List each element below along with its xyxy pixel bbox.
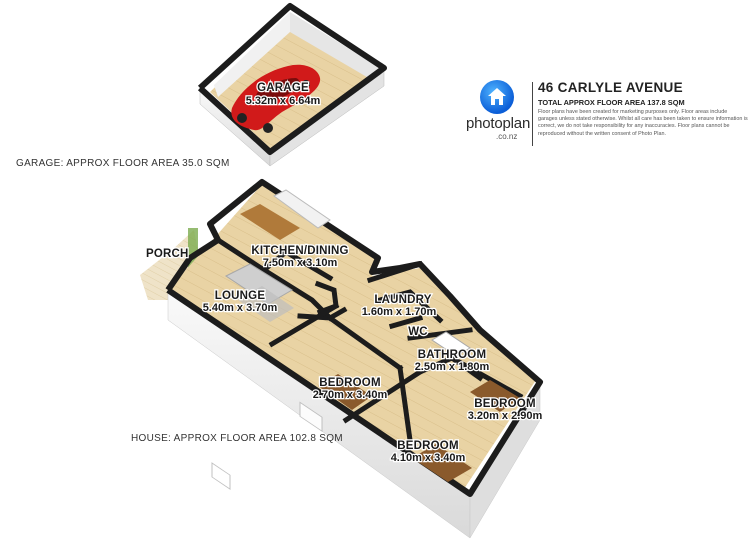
bathroom-dims: 2.50m x 1.80m [414, 361, 490, 373]
garage-block [200, 6, 384, 166]
house-icon [480, 80, 514, 114]
wc-name: WC [408, 326, 428, 338]
garage-area-note: GARAGE: APPROX FLOOR AREA 35.0 SQM [16, 158, 230, 169]
brand-divider [532, 82, 533, 146]
kitchen-dims: 7.50m x 3.10m [262, 257, 338, 269]
lounge-name: LOUNGE [214, 290, 266, 302]
lounge-dims: 5.40m x 3.70m [202, 302, 278, 314]
bedroom-3-dims: 4.10m x 3.40m [390, 452, 466, 464]
branding-block [466, 80, 746, 150]
garage-dims: 5.32m x 6.64m [245, 95, 321, 107]
laundry-dims: 1.60m x 1.70m [361, 306, 437, 318]
bedroom-1-dims: 2.70m x 3.40m [312, 389, 388, 401]
bathroom-name: BATHROOM [417, 349, 487, 361]
bedroom-2-dims: 3.20m x 2.90m [467, 410, 543, 422]
logo-domain: .co.nz [496, 132, 518, 141]
kitchen-name: KITCHEN/DINING [251, 245, 349, 257]
photoplan-logo [466, 80, 530, 150]
garage-name: GARAGE [257, 82, 309, 94]
logo-wordmark: photoplan [466, 115, 531, 132]
bedroom-1-name: BEDROOM [319, 377, 381, 389]
laundry-name: LAUNDRY [374, 294, 432, 306]
total-floor-area: TOTAL APPROX FLOOR AREA 137.8 SQM [538, 98, 685, 107]
bedroom-2-name: BEDROOM [474, 398, 536, 410]
porch-name: PORCH [146, 248, 189, 260]
disclaimer-text: Floor plans have been created for marketing purposes only. Floor areas include garages unless stated otherwise. Whilst all care has been taken to ensure information is correct, we do not take responsibility for any inaccuracies. Floor plans cannot be reproduced without the written consent of Photo Plan. [538, 109, 748, 137]
house-block [140, 182, 543, 538]
front-window-1 [212, 463, 230, 489]
property-address: 46 CARLYLE AVENUE [538, 80, 683, 95]
bedroom-3-name: BEDROOM [397, 440, 459, 452]
house-area-note: HOUSE: APPROX FLOOR AREA 102.8 SQM [131, 433, 343, 444]
